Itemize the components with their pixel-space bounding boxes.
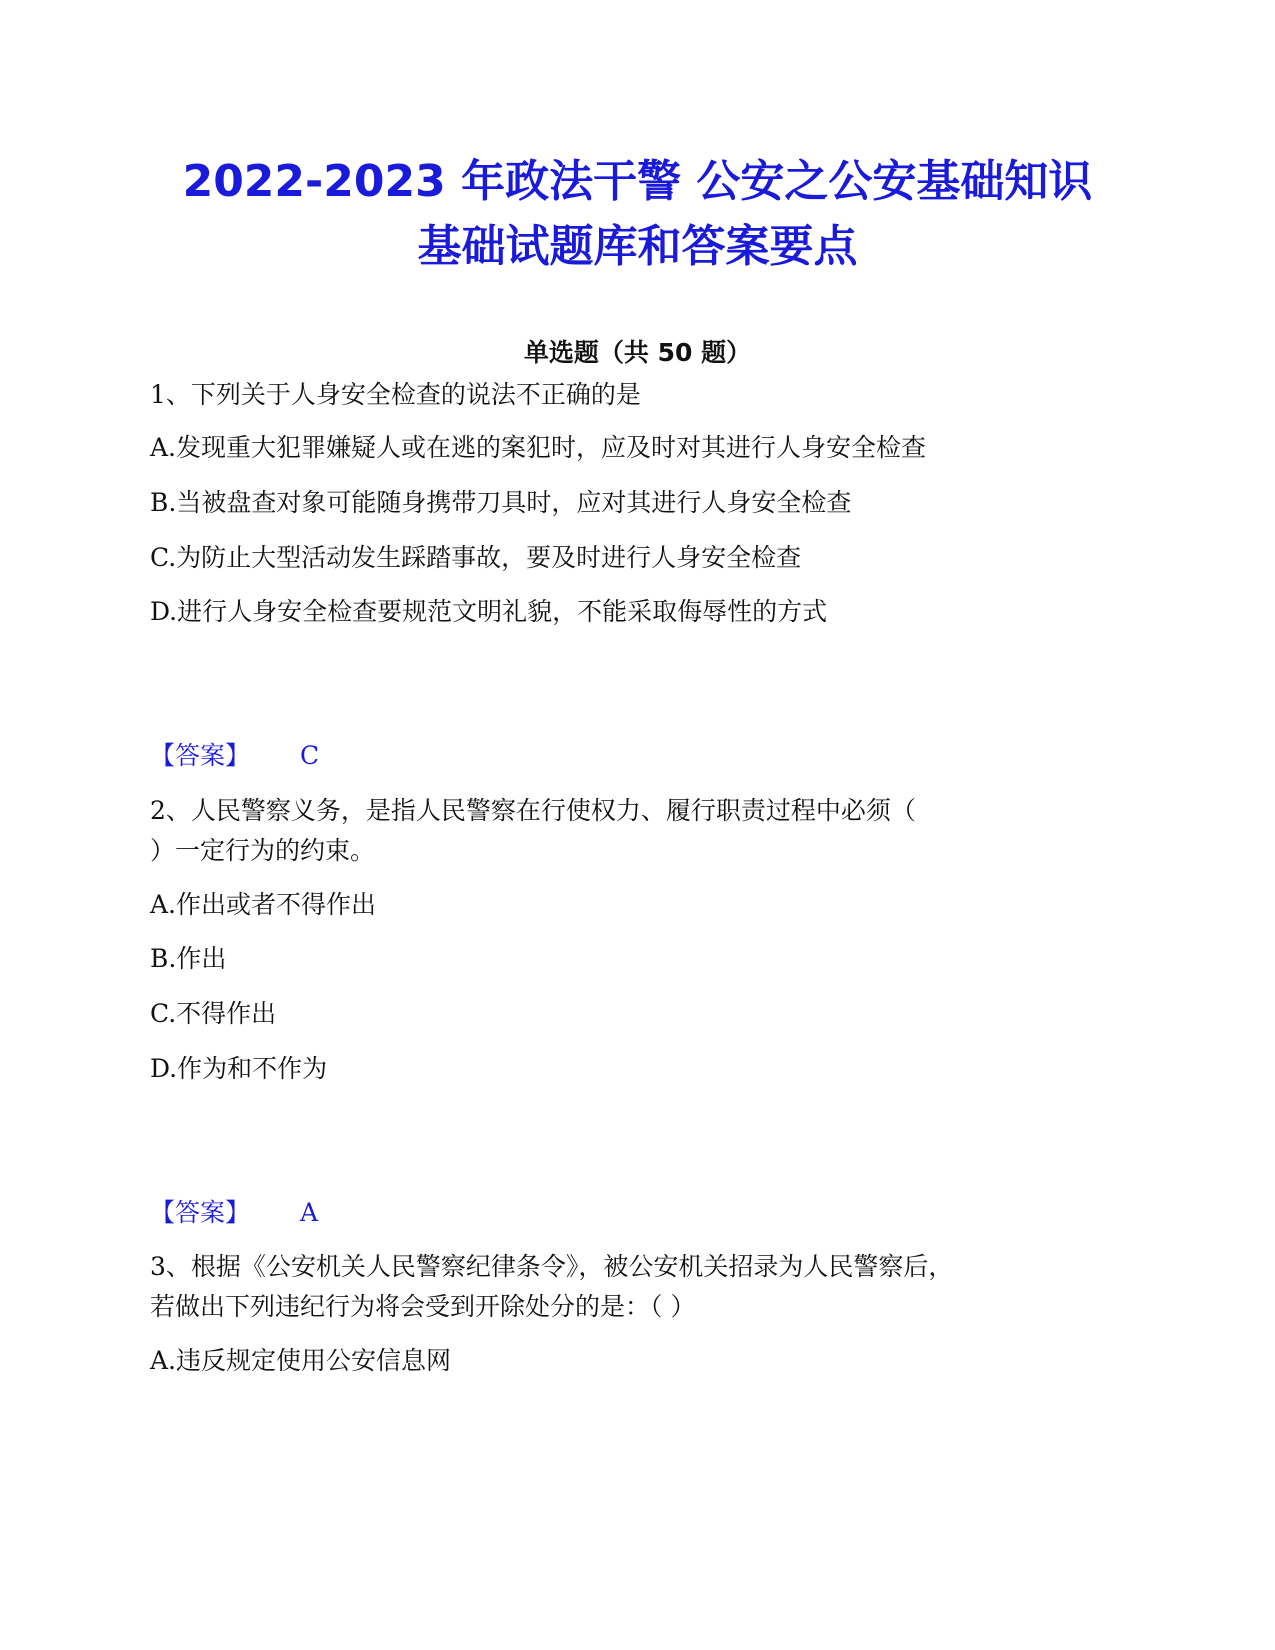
question-1-stem: 1、下列关于人身安全检查的说法不正确的是 <box>150 380 641 409</box>
answer-label: 【答案】 <box>150 741 251 770</box>
question-1-option-d: D.进行人身安全检查要规范文明礼貌，不能采取侮辱性的方式 <box>150 597 828 626</box>
document-title-line-1: 2022-2023 年政法干警 公安之公安基础知识 <box>182 156 1093 207</box>
answer-value: A <box>300 1198 319 1227</box>
question-3-stem-line-2: 若做出下列违纪行为将会受到开除处分的是：（ ） <box>150 1292 696 1321</box>
section-heading: 单选题（共 50 题） <box>523 338 752 367</box>
question-1-option-b: B.当被盘查对象可能随身携带刀具时，应对其进行人身安全检查 <box>150 488 852 517</box>
question-2-option-b: B.作出 <box>150 944 227 973</box>
question-1-option-c: C.为防止大型活动发生踩踏事故，要及时进行人身安全检查 <box>150 543 802 572</box>
question-3-option-a: A.违反规定使用公安信息网 <box>150 1346 452 1375</box>
question-2-option-d: D.作为和不作为 <box>150 1054 328 1083</box>
question-2-option-c: C.不得作出 <box>150 999 277 1028</box>
answer-label: 【答案】 <box>150 1198 251 1227</box>
question-2-stem-line-2: ）一定行为的约束。 <box>150 836 376 865</box>
question-1-answer <box>150 739 319 773</box>
question-3-stem-line-1: 3、根据《公安机关人民警察纪律条令》，被公安机关招录为人民警察后， <box>150 1252 954 1281</box>
question-1-option-a: A.发现重大犯罪嫌疑人或在逃的案犯时，应及时对其进行人身安全检查 <box>150 433 927 462</box>
question-2-answer <box>150 1196 318 1230</box>
answer-value: C <box>300 741 320 770</box>
document-title-line-2: 基础试题库和答案要点 <box>417 221 858 272</box>
question-2-option-a: A.作出或者不得作出 <box>150 890 377 919</box>
question-2-stem-line-1: 2、人民警察义务，是指人民警察在行使权力、履行职责过程中必须（ <box>150 796 916 825</box>
